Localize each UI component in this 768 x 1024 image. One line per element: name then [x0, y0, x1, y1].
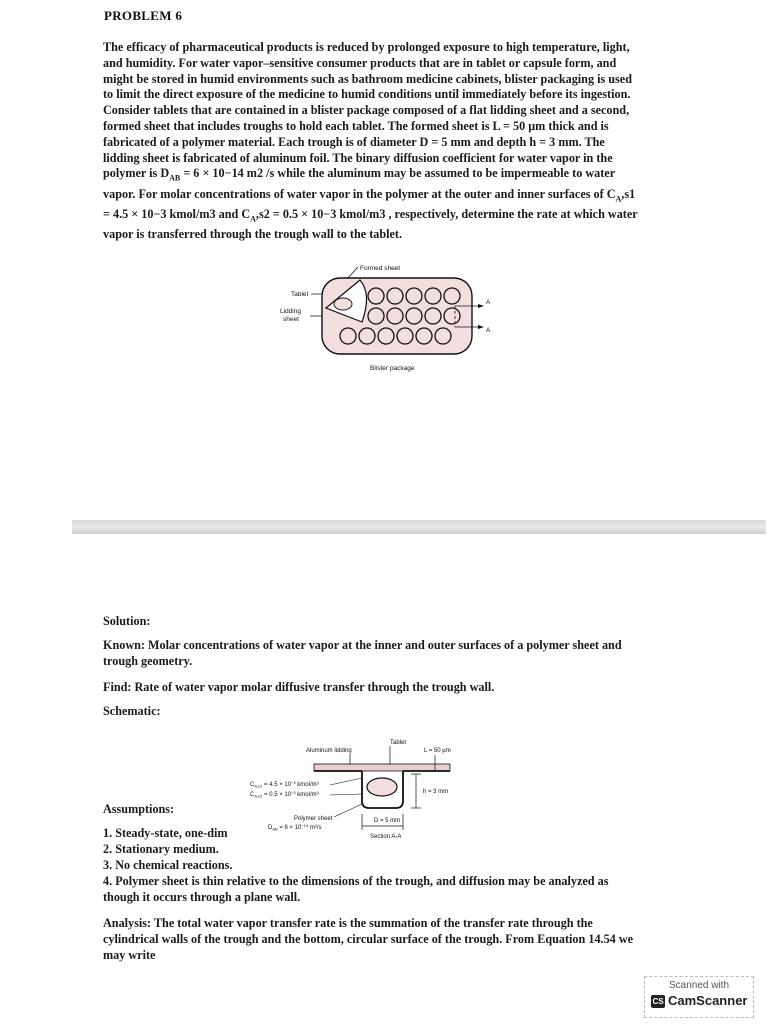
solution-heading: Solution: — [103, 614, 151, 628]
blister-package-figure — [280, 258, 510, 378]
fig2-aluminum-label: Aluminum lidding — [306, 748, 352, 754]
problem-title: PROBLEM 6 — [104, 8, 183, 23]
fig2-leader — [330, 794, 361, 795]
fig2-section-label: Section A-A — [370, 834, 402, 840]
fig2-tablet-label: Tablet — [390, 740, 407, 746]
fig1-caption: Blister package — [370, 365, 415, 372]
fig1-section-a-bottom: A — [486, 327, 491, 334]
problem-text-3: ,s1 = 4.5 × 10−3 kmol/m3 and C — [103, 186, 636, 221]
camscanner-logo-icon: CS — [652, 997, 664, 1006]
problem-text-2: = 6 × 10−14 m2 /s while the aluminum may be assumed to be impermeable to water vapor. For molar concentrations of water vapor in the polymer at the outer and inner surfaces of C — [103, 166, 616, 201]
subscript: A — [250, 214, 256, 224]
fig1-formed-sheet-label: Formed sheet — [360, 265, 401, 272]
fig1-arrowhead — [478, 304, 484, 308]
fig2-polymer-label: Polymer sheet — [294, 816, 333, 822]
fig2-diameter-label: D = 5 mm — [374, 818, 401, 824]
assumptions-heading: Assumptions: — [103, 802, 175, 816]
fig1-lidding-label-1: Lidding — [280, 308, 301, 315]
assumption-4: 4. Polymer sheet is thin relative to the dimensions of the trough, and diffusion may be analyzed as though it occurs through a plane wall. — [103, 874, 609, 904]
subscript: A — [615, 194, 622, 204]
stamp-app-name: CamScanner — [668, 993, 748, 1008]
solution-known: Known: Molar concentrations of water vapor at the inner and outer surfaces of a polymer sheet and trough geometry. — [103, 638, 622, 668]
assumption-3: 3. No chemical reactions. — [103, 858, 233, 872]
fig2-depth-label: h = 3 mm — [423, 789, 449, 795]
fig2-ca-s1: $C_{A,s1} = 4.5 \times 10^{-3}$ kmol/m³ — [250, 780, 319, 789]
fig2-ca-s2: $C_{A,s2} = 0.5 \times 10^{-3}$ kmol/m³ — [250, 790, 319, 799]
fig2-leader — [330, 778, 362, 785]
stamp-scanned-with: Scanned with — [668, 980, 730, 991]
solution-schematic: Schematic: — [103, 704, 161, 718]
fig2-thickness-label: L = 50 μm — [424, 748, 451, 754]
problem-text-4: ,s2 = 0.5 × 10−3 kmol/m3 , respectively, determine the rate at which water vapor is transferred through the trough wall to the tablet. — [103, 206, 638, 242]
fig1-tablet — [334, 298, 352, 310]
problem-text-1: The efficacy of pharmaceutical products is reduced by prolonged exposure to high temperature, light, and humidity. For water vapor–sensitive consumer products that are in tablet or capsule form, and might be stored in humid environments such as bathroom medicine cabinets, blister packaging is used to limit the direct exposure of the medicine to humid conditions until immediately before its ingestion. Consider tablets that are contained in a blister package composed of a flat lidding sheet and a second, formed sheet that includes troughs to hold each tablet. The formed sheet is L = 50 μm thick and is fabricated of a polymer material. Each trough is of diameter D = 5 mm and depth h = 3 mm. The lidding sheet is fabricated of aluminum foil. The binary diffusion coefficient for water vapor in the polymer is D — [103, 40, 632, 181]
assumption-1: 1. Steady-state, one-dim — [103, 826, 228, 840]
fig2-tablet — [367, 778, 397, 796]
fig2-dab: $D_{AB} = 6 \times 10^{-14}$ m²/s — [268, 823, 322, 832]
camscanner-stamp — [644, 976, 754, 1018]
fig1-tablet-label: Tablet — [291, 291, 309, 298]
solution-find: Find: Rate of water vapor molar diffusive transfer through the trough wall. — [103, 680, 495, 694]
fig1-section-a-top: A — [486, 299, 491, 306]
analysis-text: Analysis: The total water vapor transfer rate is the summation of the transfer rate through the cylindrical walls of the trough and the bottom, circular surface of the trough. From Equation 14.54 we may write — [103, 916, 634, 962]
subscript: AB — [169, 173, 181, 183]
page-divider — [72, 520, 766, 534]
assumption-2: 2. Stationary medium. — [103, 842, 219, 856]
fig1-lidding-label-2: sheet — [283, 316, 299, 323]
problem-statement — [103, 40, 643, 243]
fig1-arrowhead — [478, 325, 484, 329]
fig2-lidding-bar — [314, 764, 450, 771]
